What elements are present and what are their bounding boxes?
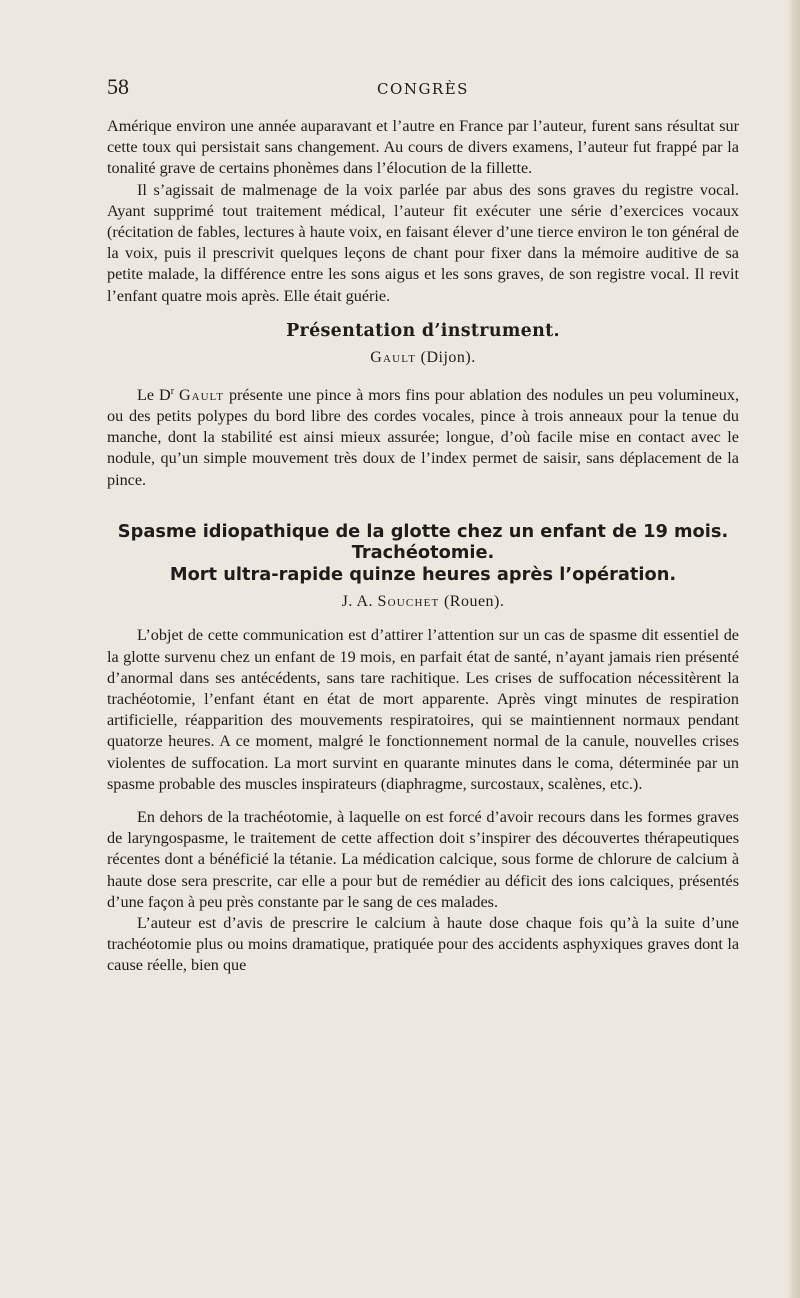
spasm-paragraph-2: En dehors de la trachéotomie, à laquelle on est forcé d’avoir recours dans les formes graves de laryngospasme, le traitement de cette affection doit s’inspirer des découvertes thérapeutiques récentes dont a bénéficié la tétanie. La médication calcique, sous forme de chlorure de calcium à haute dose sera prescrite, car elle a pour but de remédier au déficit des ions calciques, présentés d’une façon à peu près constante par le sang de ces malades.: [107, 807, 739, 911]
section-author-souchet: [107, 593, 739, 611]
book-page: [107, 70, 739, 977]
author-initials: J. A.: [341, 593, 374, 611]
paragraph-gap: [107, 795, 739, 807]
intro-paragraph-2: Il s’agissait de malmenage de la voix parlée par abus des sons graves du registre vocal. Ayant supprimé tout traitement médical, l’auteur fit exécuter une série d’exercices vocaux (récitation de fables, lectures à haute voix, en faisant élever d’une tierce environ le ton général de la voix, puis il prescrivit quelques leçons de chant pour fixer dans la mémoire auditive de sa petite malade, la différence entre les sons aigus et les sons graves, de son registre vocal. Il revit l’enfant quatre mois après. Elle était guérie.: [107, 180, 739, 305]
spasm-paragraph-3: L’auteur est d’avis de prescrire le calcium à haute dose chaque fois qu’à la suite d’une trachéotomie plus ou moins dramatique, pratiquée pour des accidents asphyxiques graves dont la cause réelle, bien que: [107, 913, 739, 975]
paragraph-lead: Le D: [137, 385, 171, 404]
intro-paragraph-1: Amérique environ une année auparavant et l’autre en France par l’auteur, furent sans résultat sur cette toux qui persistait sans changement. Au cours de divers examens, l’auteur fut frappé par la tonalité grave de certains phonèmes dans l’élocution de la fillette.: [107, 117, 739, 178]
author-city: (Rouen).: [443, 593, 505, 611]
instrument-paragraph: [107, 381, 739, 491]
running-head: [107, 70, 739, 100]
article-title: [107, 521, 739, 586]
paragraph-body: présente une pince à mors fins pour ablation des nodules un peu volumineux, ou des petits polypes du bord libre des cordes vocales, pince à trois anneaux pour la tenue du manche, dont la stabilité est ainsi mieux assurée; longue, d’où facile mise en contact avec le nodule, qu’un simple mouvement très doux de l’index permet de saisir, sans déplacement de la pince.: [107, 385, 740, 489]
article-title-line-1: Spasme idiopathique de la glotte chez un enfant de 19 mois.: [117, 520, 729, 542]
author-name: Gault: [370, 348, 417, 366]
author-name: Souchet: [377, 593, 440, 611]
doctor-name: Gault: [178, 385, 224, 404]
page-edge-shadow: [786, 0, 800, 1298]
author-city: (Dijon).: [420, 348, 476, 366]
spasm-paragraph-1: L’objet de cette communication est d’attirer l’attention sur un cas de spasme dit essentiel de la glotte survenu chez un enfant de 19 mois, en parfait état de santé, n’ayant jamais rien présenté d’anormal dans ses antécédents, sans tare rachitique. Les crises de suffocation nécessitèrent la trachéotomie, l’enfant étant en état de mort apparente. Après vingt minutes de respiration artificielle, réapparition des mouvements respiratoires, qui se maintiennent normaux pendant quatorze heures. A ce moment, malgré le fonctionnement normal de la canule, nouvelles crises violentes de suffocation. La mort survint en quarante minutes dans le coma, déterminée par un spasme probable des muscles inspirateurs (diaphragme, surcostaux, scalènes, etc.).: [107, 626, 739, 793]
article-title-line-3: Mort ultra-rapide quinze heures après l’opération.: [169, 563, 677, 585]
page-number: 58: [107, 74, 129, 99]
doctor-superscript: r: [170, 385, 175, 397]
article-title-line-2: Trachéotomie.: [351, 542, 495, 564]
section-title-instrument: Présentation d’instrument.: [286, 320, 560, 341]
running-title: CONGRÈS: [377, 80, 469, 98]
section-author-gault: [107, 349, 739, 367]
